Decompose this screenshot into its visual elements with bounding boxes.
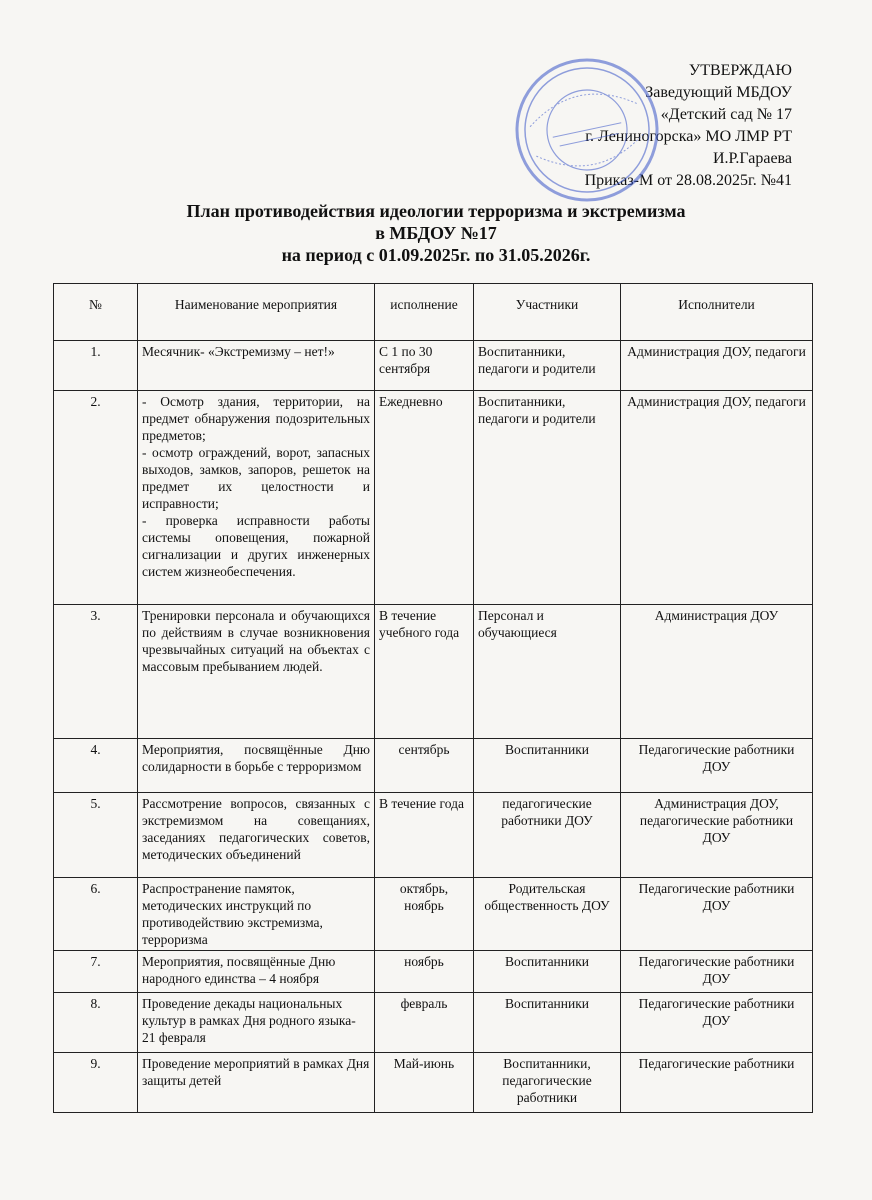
row-number: 9. [54, 1053, 138, 1113]
row-number: 6. [54, 878, 138, 951]
col-header-executors: Исполнители [621, 284, 813, 341]
row-number: 4. [54, 739, 138, 793]
row-executors: Педагогические работники ДОУ [621, 878, 813, 951]
row-participants: Воспитанники [474, 993, 621, 1053]
table-row [54, 878, 813, 951]
row-participants: Воспитанники [474, 739, 621, 793]
table-row [54, 993, 813, 1053]
row-event: Месячник- «Экстремизму – нет!» [138, 341, 375, 391]
document-title [0, 200, 872, 266]
approval-line: Приказ-М от 28.08.2025г. №41 [584, 172, 792, 189]
row-event: Распространение памяток, методических инструкций по противодействию экстремизма, терроризма [138, 878, 375, 951]
row-executors: Администрация ДОУ, педагоги [621, 391, 813, 605]
row-when: В течение учебного года [375, 605, 474, 739]
row-when: Май-июнь [375, 1053, 474, 1113]
row-number: 3. [54, 605, 138, 739]
col-header-name: Наименование мероприятия [138, 284, 375, 341]
row-executors: Администрация ДОУ [621, 605, 813, 739]
row-participants: Родительская общественность ДОУ [474, 878, 621, 951]
row-executors: Педагогические работники ДОУ [621, 739, 813, 793]
row-number: 5. [54, 793, 138, 878]
row-when: С 1 по 30 сентября [375, 341, 474, 391]
row-when: октябрь, ноябрь [375, 878, 474, 951]
row-event: Проведение декады национальных культур в рамках Дня родного языка- 21 февраля [138, 993, 375, 1053]
row-participants: Персонал и обучающиеся [474, 605, 621, 739]
table-row [54, 951, 813, 993]
row-participants: педагогические работники ДОУ [474, 793, 621, 878]
row-participants: Воспитанники [474, 951, 621, 993]
approval-line: УТВЕРЖДАЮ [688, 62, 792, 79]
row-when: ноябрь [375, 951, 474, 993]
row-event: Рассмотрение вопросов, связанных с экстремизмом на совещаниях, заседаниях педагогических советов, методических объединений [138, 793, 375, 878]
table-row [54, 739, 813, 793]
row-when: сентябрь [375, 739, 474, 793]
table-header-row [54, 284, 813, 341]
row-number: 7. [54, 951, 138, 993]
row-event: Тренировки персонала и обучающихся по действиям в случае возникновения чрезвычайных ситуаций на объектах с массовым пребыванием людей. [138, 605, 375, 739]
col-header-when: исполнение [375, 284, 474, 341]
title-line: План противодействия идеологии терроризма и экстремизма [186, 201, 686, 221]
row-event: - Осмотр здания, территории, на предмет обнаружения подозрительных предметов; - осмотр ограждений, ворот, запасных выходов, замков, запоров, решеток на предмет их целостности и исправности; - проверка исправности работы системы оповещения, пожарной сигнализации и других инженерных систем жизнеобеспечения. [138, 391, 375, 605]
col-header-participants: Участники [474, 284, 621, 341]
table-row [54, 391, 813, 605]
row-event: Проведение мероприятий в рамках Дня защиты детей [138, 1053, 375, 1113]
row-number: 2. [54, 391, 138, 605]
table-row [54, 793, 813, 878]
official-stamp-icon [498, 41, 676, 219]
approval-line: И.Р.Гараева [712, 150, 792, 167]
row-executors: Педагогические работники ДОУ [621, 993, 813, 1053]
row-when: В течение года [375, 793, 474, 878]
plan-table [53, 283, 813, 1113]
row-event: Мероприятия, посвящённые Дню народного единства – 4 ноября [138, 951, 375, 993]
row-event: Мероприятия, посвящённые Дню солидарности в борьбе с терроризмом [138, 739, 375, 793]
row-participants: Воспитанники, педагоги и родители [474, 391, 621, 605]
approval-line: г. Лениногорска» МО ЛМР РТ [585, 128, 792, 145]
row-executors: Педагогические работники ДОУ [621, 951, 813, 993]
approval-line: Заведующий МБДОУ [645, 84, 792, 101]
row-when: Ежедневно [375, 391, 474, 605]
row-when: февраль [375, 993, 474, 1053]
table-row [54, 341, 813, 391]
row-executors: Администрация ДОУ, педагогические работники ДОУ [621, 793, 813, 878]
row-participants: Воспитанники, педагогические работники [474, 1053, 621, 1113]
row-number: 1. [54, 341, 138, 391]
row-executors: Администрация ДОУ, педагоги [621, 341, 813, 391]
title-line: в МБДОУ №17 [375, 223, 497, 243]
col-header-number: № [54, 284, 138, 341]
table-row [54, 1053, 813, 1113]
row-number: 8. [54, 993, 138, 1053]
title-line: на период с 01.09.2025г. по 31.05.2026г. [281, 245, 591, 265]
row-executors: Педагогические работники [621, 1053, 813, 1113]
approval-line: «Детский сад № 17 [660, 106, 792, 123]
row-participants: Воспитанники, педагоги и родители [474, 341, 621, 391]
table-row [54, 605, 813, 739]
